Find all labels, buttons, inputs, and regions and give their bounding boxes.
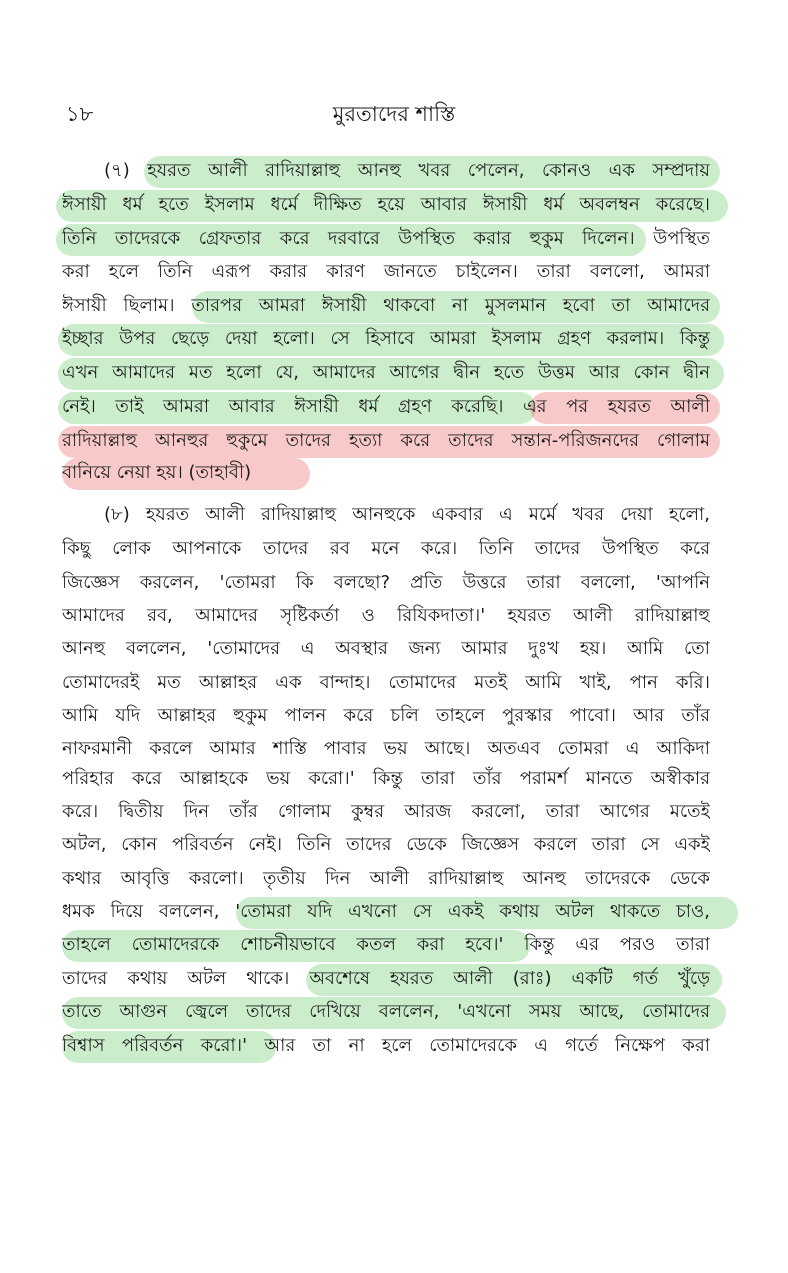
- text-line: ধমক দিয়ে বললেন, 'তোমরা যদি এখনো সে একই কথায় অটল থাকতে চাও,: [62, 901, 710, 922]
- text-line: তিনি তাদেরকে গ্রেফতার করে দরবারে উপস্থিত করার হুকুম দিলেন। উপস্থিত: [62, 228, 710, 249]
- text-line: নেই। তাই আমরা আবার ঈসায়ী ধর্ম গ্রহণ করেছি। এর পর হযরত আলী: [62, 396, 710, 417]
- text-line: কথার আবৃত্তি করলো। তৃতীয় দিন আলী রাদিয়াল্লাহু আনহু তাদেরকে ডেকে: [62, 868, 710, 889]
- text-line: রাদিয়াল্লাহু আনহুর হুকুমে তাদের হত্যা করে তাদের সন্তান-পরিজনদের গোলাম: [62, 430, 710, 451]
- text-line: কিছু লোক আপনাকে তাদের রব মনে করে। তিনি তাদের উপস্থিত করে: [62, 538, 710, 559]
- text-line: জিজ্ঞেস করলেন, 'তোমরা কি বলছো? প্রতি উত্তরে তারা বললো, 'আপনি: [62, 572, 710, 593]
- text-line: ঈসায়ী ধর্ম হতে ইসলাম ধর্মে দীক্ষিত হয়ে আবার ঈসায়ী ধর্ম অবলম্বন করেছে।: [62, 194, 710, 215]
- text-line: ঈসায়ী ছিলাম। তারপর আমরা ঈসায়ী থাকবো না মুসলমান হবো তা আমাদের: [62, 295, 710, 316]
- text-line: তাতে আগুন জ্বেলে তাদের দেখিয়ে বললেন, 'এখনো সময় আছে, তোমাদের: [62, 1001, 710, 1022]
- text-line: বিশ্বাস পরিবর্তন করো।' আর তা না হলে তোমাদেরকে এ গর্তে নিক্ষেপ করা: [62, 1035, 710, 1056]
- text-line: পরিহার করে আল্লাহকে ভয় করো।' কিন্তু তারা তাঁর পরামর্শ মানতে অস্বীকার: [62, 768, 710, 789]
- text-line: (৭) হযরত আলী রাদিয়াল্লাহু আনহু খবর পেলেন, কোনও এক সম্প্রদায়: [104, 160, 710, 181]
- text-line: আমাদের রব, আমাদের সৃষ্টিকর্তা ও রিযিকদাতা।' হযরত আলী রাদিয়াল্লাহু: [62, 605, 710, 626]
- text-line: করে। দ্বিতীয় দিন তাঁর গোলাম কুম্বর আরজ করলো, তারা আগের মতেই: [62, 801, 710, 822]
- text-line: তাহলে তোমাদেরকে শোচনীয়ভাবে কতল করা হবে।' কিন্তু এর পরও তারা: [62, 934, 710, 955]
- text-line: অটল, কোন পরিবর্তন নেই। তিনি তাদের ডেকে জিজ্ঞেস করলে তারা সে একই: [62, 834, 710, 855]
- text-line: (৮) হযরত আলী রাদিয়াল্লাহু আনহুকে একবার এ মর্মে খবর দেয়া হলো,: [104, 504, 710, 525]
- text-line: এখন আমাদের মত হলো যে, আমাদের আগের দ্বীন হতে উত্তম আর কোন দ্বীন: [62, 362, 710, 383]
- text-line: আমি যদি আল্লাহর হুকুম পালন করে চলি তাহলে পুরস্কার পাবো। আর তাঁর: [62, 705, 710, 726]
- text-line: করা হলে তিনি এরূপ করার কারণ জানতে চাইলেন। তারা বললো, আমরা: [62, 261, 710, 282]
- text-line: আনহু বললেন, 'তোমাদের এ অবস্থার জন্য আমার দুঃখ হয়। আমি তো: [62, 638, 710, 659]
- running-title: মুরতাদের শাস্তি: [332, 102, 456, 126]
- page-number: ১৮: [66, 102, 94, 126]
- text-line: তোমাদেরই মত আল্লাহর এক বান্দাহ। তোমাদের মতই আমি খাই, পান করি।: [62, 672, 710, 693]
- text-line: তাদের কথায় অটল থাকে। অবশেষে হযরত আলী (রাঃ) একটি গর্ত খুঁড়ে: [62, 968, 710, 989]
- text-line: নাফরমানী করলে আমার শাস্তি পাবার ভয় আছে। অতএব তোমরা এ আকিদা: [62, 738, 710, 759]
- text-line: ইচ্ছার উপর ছেড়ে দেয়া হলো। সে হিসাবে আমরা ইসলাম গ্রহণ করলাম। কিন্তু: [62, 328, 710, 349]
- text-line: বানিয়ে নেয়া হয়। (তাহাবী): [62, 462, 252, 483]
